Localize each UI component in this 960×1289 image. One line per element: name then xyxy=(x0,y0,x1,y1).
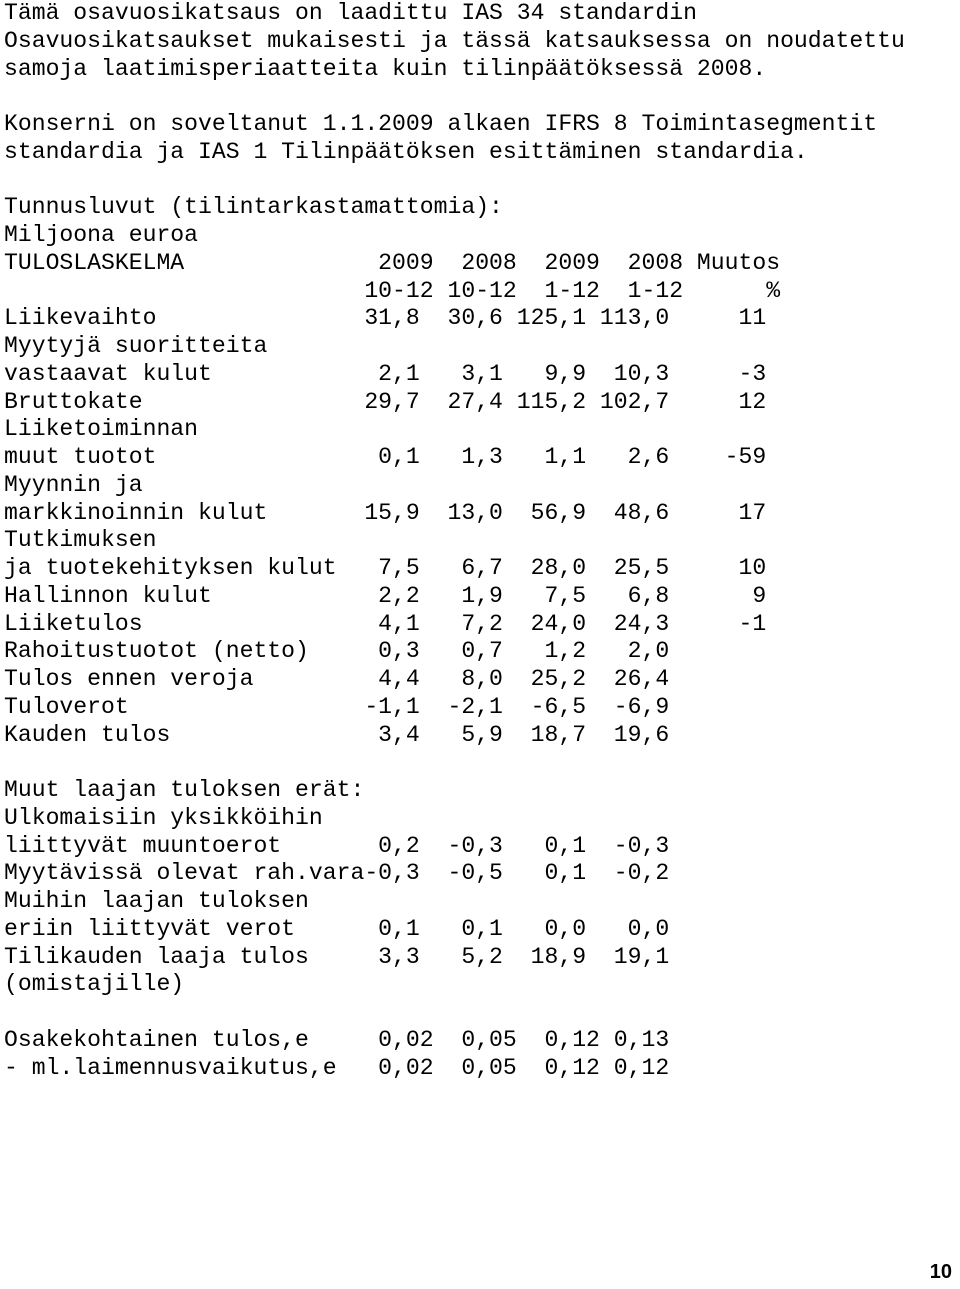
text-line: TULOSLASKELMA 2009 2008 2009 2008 Muutos xyxy=(4,249,781,276)
text-line: Tämä osavuosikatsaus on laadittu IAS 34 standardin xyxy=(4,0,697,26)
text-line: muut tuotot 0,1 1,3 1,1 2,6 -59 xyxy=(4,444,767,470)
text-line: Bruttokate 29,7 27,4 115,2 102,7 12 xyxy=(4,388,767,415)
text-line: Tulos ennen veroja 4,4 8,0 25,2 26,4 xyxy=(4,666,670,692)
text-line: 10-12 10-12 1-12 1-12 % xyxy=(4,277,781,304)
text-line: Tilikauden laaja tulos 3,3 5,2 18,9 19,1 xyxy=(4,943,670,970)
text-line: Muihin laajan tuloksen xyxy=(4,888,309,914)
text-line: Osakekohtainen tulos,e 0,02 0,05 0,12 0,13 xyxy=(4,1026,670,1053)
text-line: liittyvät muuntoerot 0,2 -0,3 0,1 -0,3 xyxy=(4,832,670,859)
report-text xyxy=(4,0,905,1082)
text-line: Miljoona euroa xyxy=(4,222,199,248)
text-line: Myytyjä suoritteita xyxy=(4,333,268,359)
blank-line xyxy=(4,83,905,111)
text-line: Muut laajan tuloksen erät: xyxy=(4,777,365,803)
text-line: Osavuosikatsaukset mukaisesti ja tässä katsauksessa on noudatettu xyxy=(4,27,905,54)
text-line: standardia ja IAS 1 Tilinpäätöksen esittäminen standardia. xyxy=(4,138,808,165)
text-line: Liiketoiminnan xyxy=(4,416,199,443)
text-line: Tuloverot -1,1 -2,1 -6,5 -6,9 xyxy=(4,693,670,720)
text-line: Rahoitustuotot (netto) 0,3 0,7 1,2 2,0 xyxy=(4,638,670,665)
text-line: samoja laatimisperiaatteita kuin tilinpäätöksessä 2008. xyxy=(4,55,767,82)
blank-line xyxy=(4,999,905,1027)
text-line: Kauden tulos 3,4 5,9 18,7 19,6 xyxy=(4,721,670,748)
text-line: ja tuotekehityksen kulut 7,5 6,7 28,0 25,5 10 xyxy=(4,555,767,581)
text-line: (omistajille) xyxy=(4,971,185,998)
text-line: Liikevaihto 31,8 30,6 125,1 113,0 11 xyxy=(4,305,767,332)
text-line: Liiketulos 4,1 7,2 24,0 24,3 -1 xyxy=(4,610,767,637)
blank-line xyxy=(4,167,905,195)
text-line: Myytävissä olevat rah.vara-0,3 -0,5 0,1 -0,2 xyxy=(4,860,670,887)
text-line: Konserni on soveltanut 1.1.2009 alkaen IFRS 8 Toimintasegmentit xyxy=(4,111,878,137)
text-line: Tutkimuksen xyxy=(4,527,157,554)
text-line: Ulkomaisiin yksikköihin xyxy=(4,804,323,831)
text-line: markkinoinnin kulut 15,9 13,0 56,9 48,6 17 xyxy=(4,499,767,526)
text-line: eriin liittyvät verot 0,1 0,1 0,0 0,0 xyxy=(4,915,670,942)
text-line: Tunnusluvut (tilintarkastamattomia): xyxy=(4,194,503,221)
text-line: Myynnin ja xyxy=(4,471,143,498)
page-number: 10 xyxy=(929,1261,952,1283)
text-line: - ml.laimennusvaikutus,e 0,02 0,05 0,12 0,12 xyxy=(4,1054,670,1081)
text-line: Hallinnon kulut 2,2 1,9 7,5 6,8 9 xyxy=(4,582,767,609)
blank-line xyxy=(4,749,905,777)
text-line: vastaavat kulut 2,1 3,1 9,9 10,3 -3 xyxy=(4,360,767,387)
